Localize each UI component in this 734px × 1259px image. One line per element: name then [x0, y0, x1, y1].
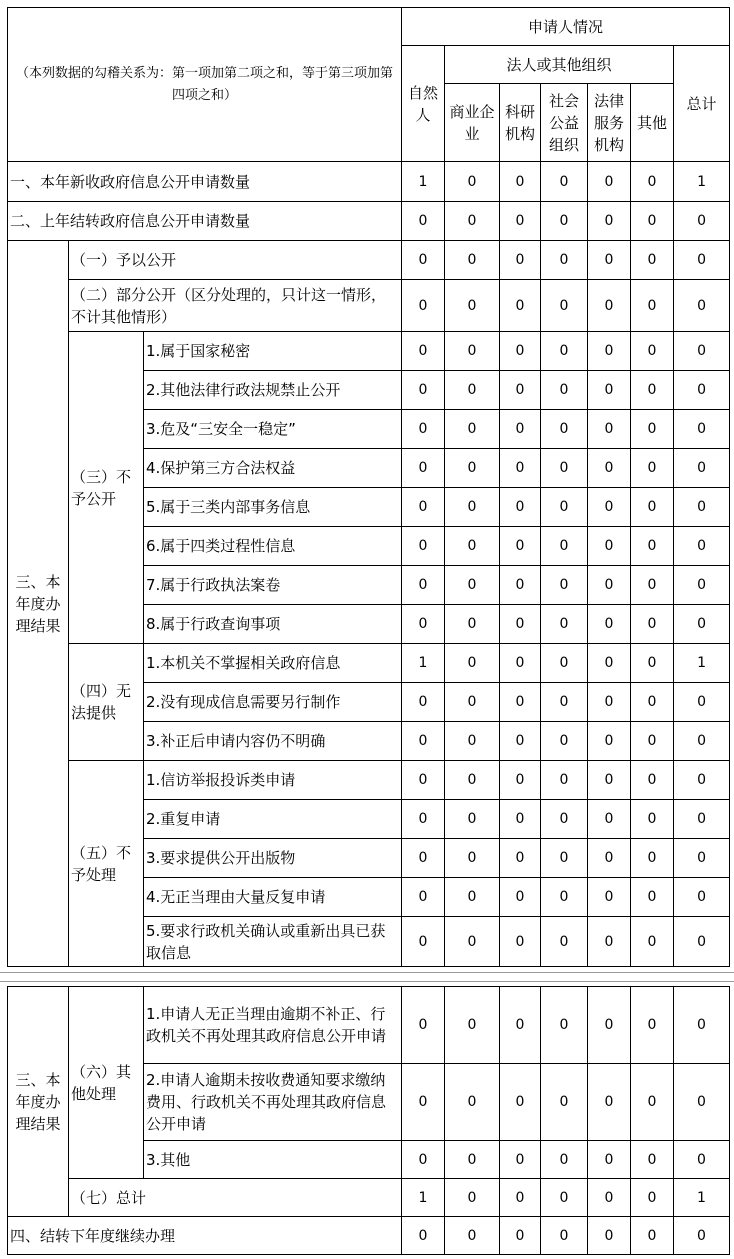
cell-commercial: 0 [445, 162, 500, 202]
cell-commercial: 0 [445, 987, 500, 1064]
cell-total: 0 [674, 202, 730, 241]
cell-natural: 0 [402, 987, 445, 1064]
cell-legal-service: 0 [588, 722, 631, 761]
cell-other: 0 [631, 917, 674, 967]
cell-natural: 0 [402, 1217, 445, 1255]
cell-total: 0 [674, 605, 730, 644]
cell-legal-service: 0 [588, 371, 631, 410]
row-label: 4.无正当理由大量反复申请 [144, 878, 402, 917]
header-natural: 自然人 [402, 46, 445, 162]
cell-commercial: 0 [445, 241, 500, 280]
cell-natural: 0 [402, 332, 445, 371]
cell-commercial: 0 [445, 605, 500, 644]
page-break [0, 972, 734, 982]
cell-other: 0 [631, 722, 674, 761]
cell-natural: 0 [402, 761, 445, 800]
disclosure-table-part-1 [7, 7, 730, 967]
cell-total: 1 [674, 162, 730, 202]
row-label: 6.属于四类过程性信息 [144, 527, 402, 566]
cell-research: 0 [500, 605, 541, 644]
cell-commercial: 0 [445, 1217, 500, 1255]
cell-social: 0 [541, 605, 588, 644]
cell-social: 0 [541, 644, 588, 683]
header-social: 社会公益组织 [541, 84, 588, 162]
cell-social: 0 [541, 1141, 588, 1179]
cell-social: 0 [541, 449, 588, 488]
table-row [8, 761, 730, 800]
cell-social: 0 [541, 917, 588, 967]
cell-other: 0 [631, 371, 674, 410]
subgroup-label-other-processing: （六）其他处理 [69, 987, 144, 1179]
cell-total: 0 [674, 987, 730, 1064]
cell-research: 0 [500, 839, 541, 878]
cell-social: 0 [541, 527, 588, 566]
cell-other: 0 [631, 241, 674, 280]
cell-other: 0 [631, 987, 674, 1064]
cell-commercial: 0 [445, 202, 500, 241]
cell-other: 0 [631, 878, 674, 917]
cell-commercial: 0 [445, 878, 500, 917]
cell-legal-service: 0 [588, 241, 631, 280]
cell-total: 0 [674, 1141, 730, 1179]
cell-natural: 1 [402, 1179, 445, 1217]
row-label: 2.其他法律行政法规禁止公开 [144, 371, 402, 410]
cell-total: 0 [674, 566, 730, 605]
cell-legal-service: 0 [588, 332, 631, 371]
cell-total: 1 [674, 644, 730, 683]
cell-other: 0 [631, 1064, 674, 1141]
cell-social: 0 [541, 761, 588, 800]
cell-legal-service: 0 [588, 761, 631, 800]
cell-total: 0 [674, 449, 730, 488]
row-label: 1.信访举报投诉类申请 [144, 761, 402, 800]
cell-social: 0 [541, 1217, 588, 1255]
table-row [8, 280, 730, 332]
cell-total: 0 [674, 488, 730, 527]
cell-research: 0 [500, 488, 541, 527]
table-row [8, 241, 730, 280]
subgroup-label-not-processed: （五）不予处理 [69, 761, 144, 967]
cell-other: 0 [631, 527, 674, 566]
cell-natural: 0 [402, 241, 445, 280]
cell-research: 0 [500, 202, 541, 241]
cell-social: 0 [541, 371, 588, 410]
cell-total: 0 [674, 1217, 730, 1255]
header-legal-group: 法人或其他组织 [445, 46, 674, 84]
cell-commercial: 0 [445, 761, 500, 800]
row-label: 1.属于国家秘密 [144, 332, 402, 371]
row-label: 4.保护第三方合法权益 [144, 449, 402, 488]
row-label: 3.补正后申请内容仍不明确 [144, 722, 402, 761]
header-other: 其他 [631, 84, 674, 162]
cell-commercial: 0 [445, 280, 500, 332]
cell-total: 0 [674, 683, 730, 722]
cell-research: 0 [500, 280, 541, 332]
cell-research: 0 [500, 800, 541, 839]
cell-natural: 0 [402, 605, 445, 644]
cell-research: 0 [500, 761, 541, 800]
cell-research: 0 [500, 371, 541, 410]
table-row [8, 162, 730, 202]
row-label: 一、本年新收政府信息公开申请数量 [8, 162, 402, 202]
cell-research: 0 [500, 1141, 541, 1179]
cell-natural: 0 [402, 449, 445, 488]
cell-other: 0 [631, 410, 674, 449]
cell-commercial: 0 [445, 1064, 500, 1141]
cell-other: 0 [631, 1179, 674, 1217]
cell-commercial: 0 [445, 917, 500, 967]
cell-social: 0 [541, 241, 588, 280]
cell-other: 0 [631, 683, 674, 722]
cell-legal-service: 0 [588, 1141, 631, 1179]
cell-total: 0 [674, 280, 730, 332]
cell-legal-service: 0 [588, 917, 631, 967]
table-row [8, 202, 730, 241]
cell-legal-service: 0 [588, 800, 631, 839]
cell-social: 0 [541, 878, 588, 917]
header-applicant: 申请人情况 [402, 8, 730, 46]
cell-total: 0 [674, 1064, 730, 1141]
cell-commercial: 0 [445, 839, 500, 878]
cell-legal-service: 0 [588, 202, 631, 241]
cell-social: 0 [541, 280, 588, 332]
cell-natural: 0 [402, 800, 445, 839]
subgroup-label-not-disclosed: （三）不予公开 [69, 332, 144, 644]
row-label: 2.没有现成信息需要另行制作 [144, 683, 402, 722]
cell-other: 0 [631, 162, 674, 202]
cell-natural: 0 [402, 722, 445, 761]
cell-total: 0 [674, 839, 730, 878]
cell-natural: 0 [402, 566, 445, 605]
cell-social: 0 [541, 1064, 588, 1141]
cell-research: 0 [500, 566, 541, 605]
cell-commercial: 0 [445, 566, 500, 605]
cell-research: 0 [500, 683, 541, 722]
cell-natural: 0 [402, 878, 445, 917]
cell-natural: 0 [402, 202, 445, 241]
cell-natural: 1 [402, 162, 445, 202]
cell-research: 0 [500, 449, 541, 488]
row-label: （一）予以公开 [69, 241, 402, 280]
row-label: 2.重复申请 [144, 800, 402, 839]
cell-social: 0 [541, 839, 588, 878]
cell-legal-service: 0 [588, 410, 631, 449]
cell-legal-service: 0 [588, 1179, 631, 1217]
cell-natural: 0 [402, 410, 445, 449]
cell-legal-service: 0 [588, 280, 631, 332]
cell-social: 0 [541, 162, 588, 202]
cell-commercial: 0 [445, 488, 500, 527]
cell-research: 0 [500, 987, 541, 1064]
cell-other: 0 [631, 202, 674, 241]
cell-natural: 0 [402, 371, 445, 410]
cell-legal-service: 0 [588, 683, 631, 722]
table-row [8, 1179, 730, 1217]
group-label-results-cont: 三、本年度办理结果 [8, 987, 69, 1217]
group-label-results: 三、本年度办理结果 [8, 241, 69, 967]
cell-social: 0 [541, 800, 588, 839]
cell-legal-service: 0 [588, 878, 631, 917]
table-row [8, 644, 730, 683]
cell-legal-service: 0 [588, 488, 631, 527]
header-legal-service: 法律服务机构 [588, 84, 631, 162]
cell-total: 1 [674, 1179, 730, 1217]
cell-research: 0 [500, 527, 541, 566]
row-label: 5.属于三类内部事务信息 [144, 488, 402, 527]
row-label: 四、结转下年度继续办理 [8, 1217, 402, 1255]
cell-commercial: 0 [445, 1141, 500, 1179]
cell-legal-service: 0 [588, 1217, 631, 1255]
cell-total: 0 [674, 800, 730, 839]
cell-social: 0 [541, 1179, 588, 1217]
cell-natural: 0 [402, 1064, 445, 1141]
cell-research: 0 [500, 1179, 541, 1217]
cell-research: 0 [500, 162, 541, 202]
row-label: 8.属于行政查询事项 [144, 605, 402, 644]
cell-social: 0 [541, 987, 588, 1064]
cell-total: 0 [674, 332, 730, 371]
cell-research: 0 [500, 722, 541, 761]
cell-research: 0 [500, 410, 541, 449]
subgroup-label-unable: （四）无法提供 [69, 644, 144, 761]
cell-commercial: 0 [445, 1179, 500, 1217]
cell-total: 0 [674, 410, 730, 449]
cell-legal-service: 0 [588, 1064, 631, 1141]
row-label: 1.本机关不掌握相关政府信息 [144, 644, 402, 683]
cell-total: 0 [674, 761, 730, 800]
cell-other: 0 [631, 605, 674, 644]
cell-natural: 0 [402, 280, 445, 332]
cell-commercial: 0 [445, 332, 500, 371]
row-label: 2.申请人逾期未按收费通知要求缴纳费用、行政机关不再处理其政府信息公开申请 [144, 1064, 402, 1141]
cell-research: 0 [500, 1217, 541, 1255]
row-label: 1.申请人无正当理由逾期不补正、行政机关不再处理其政府信息公开申请 [144, 987, 402, 1064]
cell-social: 0 [541, 332, 588, 371]
cell-other: 0 [631, 449, 674, 488]
cell-commercial: 0 [445, 371, 500, 410]
cell-commercial: 0 [445, 644, 500, 683]
table-row [8, 332, 730, 371]
cell-legal-service: 0 [588, 987, 631, 1064]
cell-social: 0 [541, 722, 588, 761]
cell-commercial: 0 [445, 683, 500, 722]
cell-other: 0 [631, 566, 674, 605]
cell-total: 0 [674, 917, 730, 967]
cell-total: 0 [674, 527, 730, 566]
cell-research: 0 [500, 1064, 541, 1141]
header-commercial: 商业企业 [445, 84, 500, 162]
header-research: 科研机构 [500, 84, 541, 162]
cell-legal-service: 0 [588, 527, 631, 566]
cell-total: 0 [674, 722, 730, 761]
table-row [8, 987, 730, 1064]
header-total: 总计 [674, 46, 730, 162]
cell-natural: 0 [402, 488, 445, 527]
cell-legal-service: 0 [588, 162, 631, 202]
cell-research: 0 [500, 241, 541, 280]
row-label: 3.其他 [144, 1141, 402, 1179]
cell-research: 0 [500, 644, 541, 683]
row-label: 3.要求提供公开出版物 [144, 839, 402, 878]
cell-research: 0 [500, 917, 541, 967]
disclosure-table-part-2 [7, 986, 730, 1255]
cell-total: 0 [674, 878, 730, 917]
cell-other: 0 [631, 280, 674, 332]
cell-other: 0 [631, 1141, 674, 1179]
header-note: （本列数据的勾稽关系为：第一项加第二项之和，等于第三项加第四项之和） [8, 8, 402, 162]
cell-commercial: 0 [445, 800, 500, 839]
cell-commercial: 0 [445, 527, 500, 566]
row-label: 5.要求行政机关确认或重新出具已获取信息 [144, 917, 402, 967]
row-label: 7.属于行政执法案卷 [144, 566, 402, 605]
cell-natural: 0 [402, 1141, 445, 1179]
cell-legal-service: 0 [588, 449, 631, 488]
cell-natural: 0 [402, 683, 445, 722]
cell-other: 0 [631, 800, 674, 839]
cell-natural: 0 [402, 917, 445, 967]
cell-research: 0 [500, 878, 541, 917]
cell-social: 0 [541, 488, 588, 527]
cell-natural: 0 [402, 839, 445, 878]
cell-legal-service: 0 [588, 605, 631, 644]
row-label: 3.危及“三安全一稳定” [144, 410, 402, 449]
cell-legal-service: 0 [588, 644, 631, 683]
cell-legal-service: 0 [588, 839, 631, 878]
cell-commercial: 0 [445, 449, 500, 488]
cell-other: 0 [631, 488, 674, 527]
cell-other: 0 [631, 332, 674, 371]
cell-other: 0 [631, 839, 674, 878]
cell-other: 0 [631, 1217, 674, 1255]
cell-natural: 1 [402, 644, 445, 683]
cell-social: 0 [541, 566, 588, 605]
cell-total: 0 [674, 371, 730, 410]
cell-other: 0 [631, 644, 674, 683]
cell-total: 0 [674, 241, 730, 280]
cell-legal-service: 0 [588, 566, 631, 605]
cell-research: 0 [500, 332, 541, 371]
row-label: （二）部分公开（区分处理的，只计这一情形，不计其他情形） [69, 280, 402, 332]
cell-commercial: 0 [445, 410, 500, 449]
cell-social: 0 [541, 202, 588, 241]
cell-commercial: 0 [445, 722, 500, 761]
table-row [8, 1217, 730, 1255]
cell-social: 0 [541, 410, 588, 449]
cell-natural: 0 [402, 527, 445, 566]
row-label: 二、上年结转政府信息公开申请数量 [8, 202, 402, 241]
row-label: （七）总计 [69, 1179, 402, 1217]
cell-social: 0 [541, 683, 588, 722]
cell-other: 0 [631, 761, 674, 800]
